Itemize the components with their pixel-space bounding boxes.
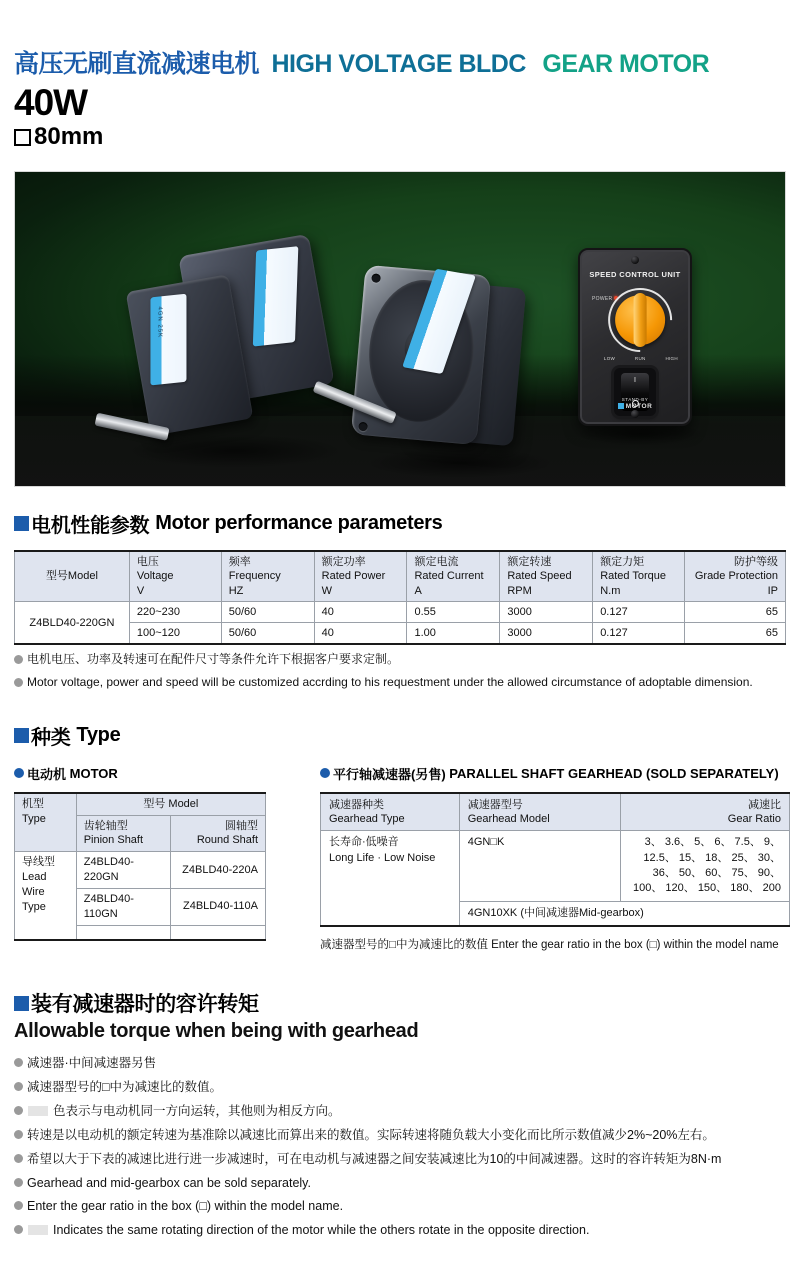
col-header-rated-current: 额定电流 Rated Current A: [407, 551, 500, 601]
bullet-icon: [14, 768, 24, 778]
dial-low-label: LOW: [603, 356, 616, 361]
col-header-model: 型号Model: [15, 551, 130, 601]
list-item: 希望以大于下表的减速比进行进一步减速时，可在电动机与减速器之间安装减速比为10的中间减速器。这时的容许转矩为8N·m: [14, 1151, 786, 1168]
grade-protection-cell: 65: [685, 601, 786, 622]
voltage-cell: 100~120: [129, 623, 221, 645]
gearhead-type-block: [320, 764, 790, 953]
product-photo: [14, 171, 786, 487]
motor-subheading: 电动机 MOTOR: [14, 764, 320, 783]
dial-run-label: RUN: [634, 356, 646, 361]
performance-table: [14, 550, 786, 645]
col-header-rated-torque: 额定力矩 Rated Torque N.m: [593, 551, 685, 601]
gear-motor-photo: [94, 232, 357, 479]
empty-cell: [171, 925, 266, 940]
list-item: Indicates the same rotating direction of the motor while the others rotate in the opposite direction.: [14, 1222, 786, 1239]
bullet-icon: [14, 1225, 23, 1234]
brand-logo-icon: [618, 403, 624, 409]
pinion-model-cell: Z4BLD40-110GN: [76, 888, 171, 925]
col-header-voltage: 电压 Voltage V: [129, 551, 221, 601]
motor-col-type: 机型 Type: [15, 793, 77, 852]
direction-color-swatch: [28, 1225, 48, 1235]
screw-icon: [631, 410, 639, 418]
performance-note-en: Motor voltage, power and speed will be customized accrding to his requestment under the allowed circumstance of adoptable dimension.: [14, 675, 786, 691]
frame-size: [14, 123, 786, 151]
rated-speed-cell: 3000: [500, 623, 593, 645]
motor-type-block: [14, 764, 320, 953]
allowable-heading-zh: 装有减速器时的容许转矩: [14, 988, 786, 1018]
rated-torque-cell: 0.127: [593, 601, 685, 622]
brand-label: MOTOR: [580, 403, 690, 410]
performance-heading-en: Motor performance parameters: [155, 512, 443, 534]
frequency-cell: 50/60: [221, 623, 314, 645]
rated-current-cell: 0.55: [407, 601, 500, 622]
frame-size-value: 80mm: [34, 123, 104, 150]
speed-control-unit: [578, 248, 692, 426]
col-header-grade-protection: 防护等级 Grade Protection IP: [685, 551, 786, 601]
gearhead-model-cell: 4GN□K: [459, 831, 621, 902]
motor-col-round: 圆轴型 Round Shaft: [171, 815, 266, 852]
bullet-icon: [14, 1201, 23, 1210]
list-item: 减速器·中间减速器另售: [14, 1055, 786, 1072]
round-model-cell: Z4BLD40-220A: [171, 852, 266, 889]
standby-label: STAND-BY: [621, 397, 649, 402]
dial-labels: [604, 356, 678, 361]
bullet-icon: [14, 1106, 23, 1115]
gear-ratio-cell: 3、 3.6、 5、 6、 7.5、 9、 12.5、 15、 18、 25、 30、 36、 50、 60、 75、 90、 100、 120、 150、 180、 200: [621, 831, 790, 902]
list-item: Enter the gear ratio in the box (□) within the model name.: [14, 1198, 786, 1215]
speed-knob[interactable]: [608, 288, 672, 352]
rated-speed-cell: 3000: [500, 601, 593, 622]
list-item: 色表示与电动机同一方向运转，其他则为相反方向。: [14, 1103, 786, 1120]
gear-col-model: 减速器型号 Gearhead Model: [459, 793, 621, 831]
section-marker-icon: [14, 516, 29, 531]
list-item: 转速是以电动机的额定转速为基准除以减速比而算出来的数值。实际转速将随负载大小变化而比所示数值减少2%~20%左右。: [14, 1127, 786, 1144]
col-header-rated-speed: 额定转速 Rated Speed RPM: [500, 551, 593, 601]
switch-on-mark: I: [634, 377, 636, 384]
col-header-frequency: 频率 Frequency HZ: [221, 551, 314, 601]
table-row: [15, 601, 786, 622]
type-heading: [14, 721, 786, 750]
allowable-notes-list: [14, 1055, 786, 1239]
voltage-cell: 220~230: [129, 601, 221, 622]
round-model-cell: Z4BLD40-110A: [171, 888, 266, 925]
performance-heading: [14, 509, 786, 538]
title-english-bldc: HIGH VOLTAGE BLDC: [271, 50, 526, 78]
dial-high-label: HIGH: [665, 356, 678, 361]
knob-pointer: [634, 293, 647, 347]
frequency-cell: 50/60: [221, 601, 314, 622]
motor-col-model: 型号 Model: [76, 793, 265, 815]
mid-gearbox-cell: 4GN10XK (中间减速器Mid-gearbox): [459, 901, 789, 926]
bullet-icon: [14, 655, 23, 664]
power-indicator-label: POWER: [592, 296, 618, 302]
gear-col-type: 减速器种类 Gearhead Type: [321, 793, 460, 831]
performance-note-zh: 电机电压、功率及转速可在配件尺寸等条件允许下根据客户要求定制。: [14, 652, 786, 668]
bullet-icon: [14, 1154, 23, 1163]
gearhead-table: [320, 792, 790, 928]
motor-nameplate-label: [253, 246, 299, 346]
motor-type-table: [14, 792, 266, 941]
model-cell: Z4BLD40-220GN: [15, 601, 130, 644]
control-unit-title: SPEED CONTROL UNIT: [589, 270, 681, 279]
rated-power-cell: 40: [314, 623, 407, 645]
gear-col-ratio: 减速比 Gear Ratio: [621, 793, 790, 831]
rated-torque-cell: 0.127: [593, 623, 685, 645]
table-header-row: [15, 551, 786, 601]
bullet-icon: [14, 678, 23, 687]
title-chinese: 高压无刷直流减速电机: [14, 50, 260, 78]
motor-col-pinion: 齿轮轴型 Pinion Shaft: [76, 815, 171, 852]
type-heading-en: Type: [76, 723, 121, 746]
performance-heading-zh: 电机性能参数: [31, 515, 150, 537]
power-rating: 40W: [14, 82, 88, 123]
control-unit-brand: [580, 397, 690, 410]
section-marker-icon: [14, 728, 29, 743]
bullet-icon: [320, 768, 330, 778]
pinion-model-cell: Z4BLD40-220GN: [76, 852, 171, 889]
lead-wire-type-cell: 导线型 Lead Wire Type: [15, 852, 77, 940]
bullet-icon: [14, 1058, 23, 1067]
gearhead-subheading: 平行轴减速器(另售) PARALLEL SHAFT GEARHEAD (SOLD SEPARATELY): [320, 764, 790, 783]
rated-power-cell: 40: [314, 601, 407, 622]
bullet-icon: [14, 1130, 23, 1139]
allowable-heading-en: Allowable torque when being with gearhead: [14, 1020, 419, 1043]
title-english-gear-motor: GEAR MOTOR: [542, 50, 710, 78]
bullet-icon: [14, 1082, 23, 1091]
allowable-torque-section: [14, 988, 786, 1239]
gearhead-label-text: 4GN 25K: [156, 306, 163, 339]
square-frame-icon: [14, 129, 31, 146]
direction-color-swatch: [28, 1106, 48, 1116]
page-title: [14, 0, 786, 80]
gearhead-note: 减速器型号的□中为减速比的数值 Enter the gear ratio in the box (□) within the model name: [320, 939, 779, 952]
section-marker-icon: [14, 996, 29, 1011]
col-header-rated-power: 额定功率 Rated Power W: [314, 551, 407, 601]
screw-icon: [631, 256, 639, 264]
table-row: [15, 623, 786, 645]
gearhead-type-cell: 长寿命·低噪音 Long Life · Low Noise: [321, 831, 460, 926]
grade-protection-cell: 65: [685, 623, 786, 645]
list-item: 减速器型号的□中为减速比的数值。: [14, 1079, 786, 1096]
list-item: Gearhead and mid-gearbox can be sold separately.: [14, 1175, 786, 1192]
empty-cell: [76, 925, 171, 940]
type-tables: [14, 764, 786, 953]
bullet-icon: [14, 1178, 23, 1187]
gearhead-label: [150, 294, 186, 386]
type-heading-zh: 种类: [31, 726, 71, 749]
motor-photo: [349, 261, 541, 475]
rated-current-cell: 1.00: [407, 623, 500, 645]
